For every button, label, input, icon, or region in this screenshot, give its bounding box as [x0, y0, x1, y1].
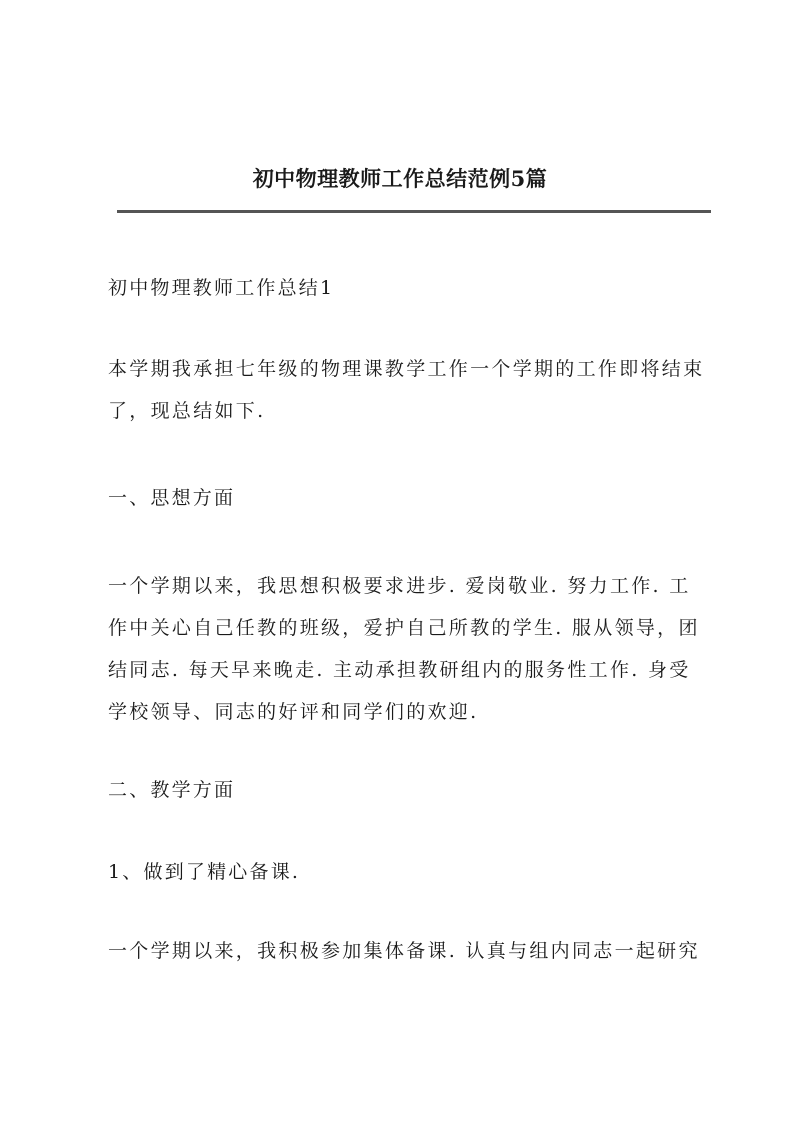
paragraph-line: 一个学期以来，我思想积极要求进步. 爱岗敬业. 努力工作. 工: [108, 575, 691, 597]
intro-paragraph: [108, 348, 712, 432]
section-heading: 初中物理教师工作总结1: [108, 277, 335, 299]
title-divider: [117, 210, 711, 213]
intro-line: 本学期我承担七年级的物理课教学工作一个学期的工作即将结束: [108, 358, 705, 380]
sub-heading-lesson-prep: 1、做到了精心备课.: [108, 861, 301, 883]
paragraph-line: 一个学期以来，我积极参加集体备课. 认真与组内同志一起研究: [108, 940, 700, 962]
paragraph-line: 作中关心自己任教的班级，爱护自己所教的学生. 服从领导，团: [108, 617, 700, 639]
lesson-prep-paragraph: [108, 930, 712, 972]
paragraph-line: 学校领导、同志的好评和同学们的欢迎.: [108, 701, 479, 723]
heading-teaching: 二、教学方面: [108, 779, 236, 801]
paragraph-line: 结同志. 每天早来晚走. 主动承担教研组内的服务性工作. 身受: [108, 659, 691, 681]
thought-paragraph: [108, 565, 712, 733]
document-title: 初中物理教师工作总结范例5篇: [252, 166, 548, 191]
intro-line: 了，现总结如下.: [108, 400, 266, 422]
heading-thought: 一、思想方面: [108, 487, 236, 509]
